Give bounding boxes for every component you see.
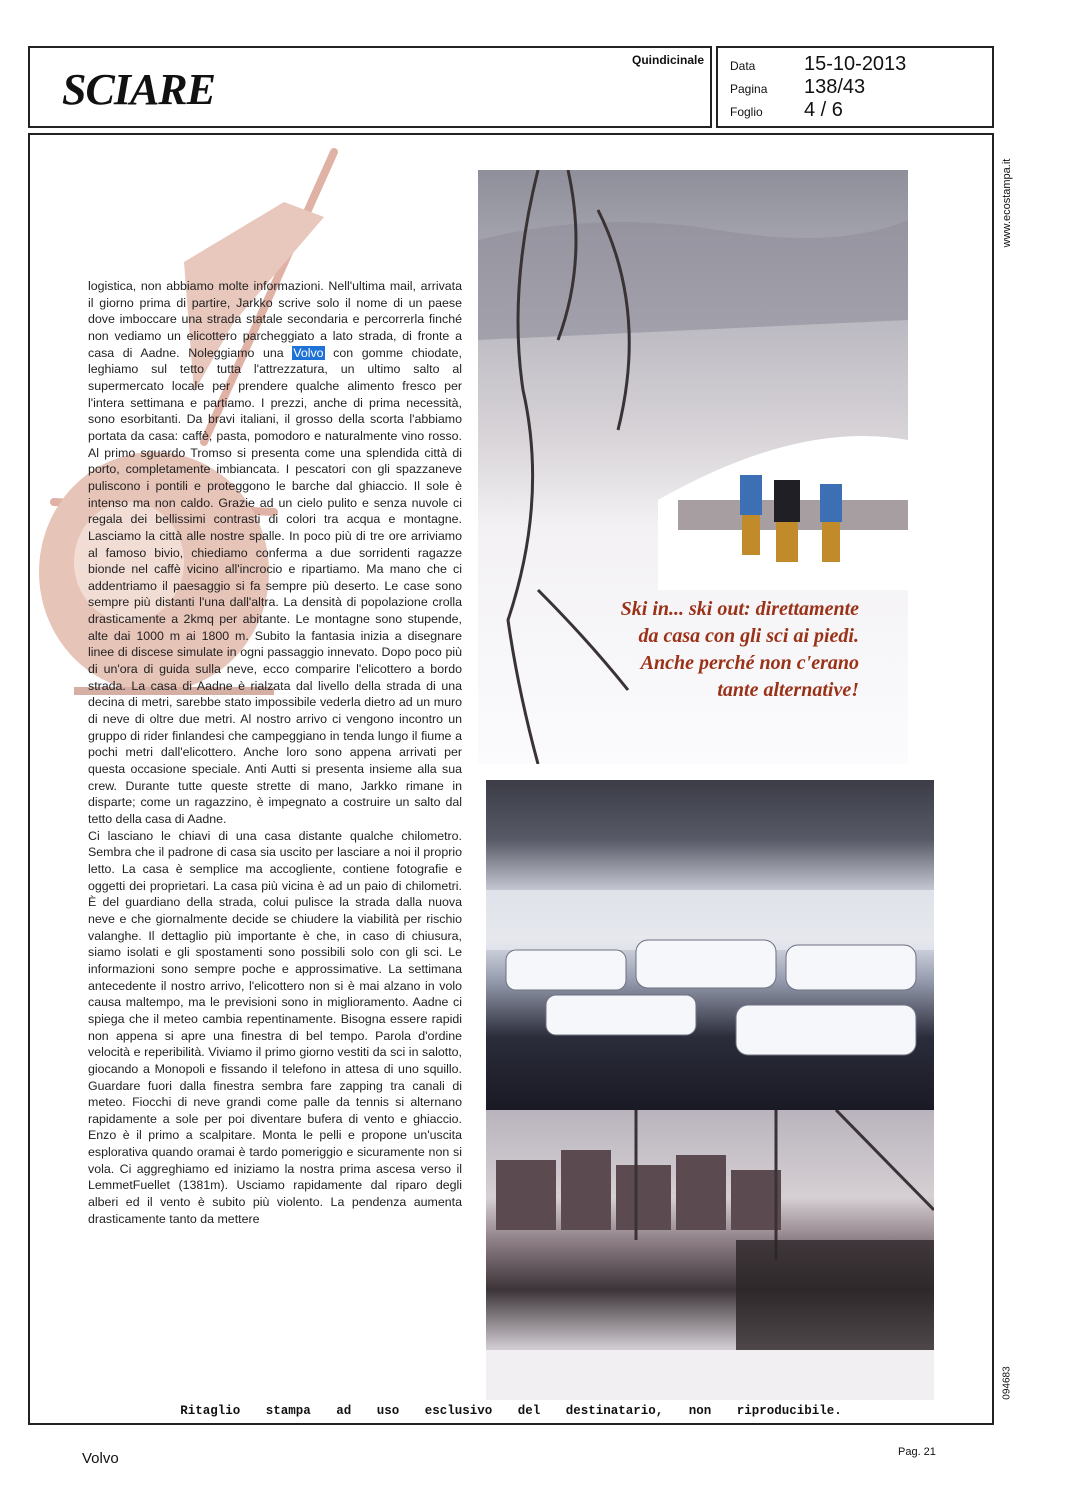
crane-shape (836, 1110, 934, 1210)
frequency-label: Quindicinale (631, 53, 704, 67)
meta-row-date (730, 53, 907, 75)
skier-figure-shape (742, 515, 760, 555)
skier-figure-shape (822, 522, 840, 562)
meta-row-sheet (730, 99, 843, 121)
photo-caption: Ski in... ski out: direttamente da casa con gli sci ai piedi. Anche perché non c'erano tante alternative! (620, 598, 859, 701)
meta-value: 4 / 6 (804, 99, 843, 121)
skier-figure-shape (740, 475, 762, 515)
website-vertical-label (1000, 148, 1014, 258)
photo-port-wharf (486, 1110, 934, 1400)
sciare-logo: SCIARE (62, 65, 215, 114)
meta-value: 15-10-2013 (804, 53, 907, 75)
metadata-box (716, 46, 994, 128)
meta-value: 138/43 (804, 76, 866, 98)
article-text: con gomme chiodate, leghiamo sul tetto tutta l'attrezzatura, un ultimo salto al supermercato locale per prendere qualche alimento fresco per l'intera settimana e partiamo. I prezzi, anche di prima necessità, sono esorbitanti. Da bravi italiani, il grosso della scorta l'abbiamo portata da casa: caffè, pasta, pomodoro e naturalmente vino rosso. Al primo sguardo Tromso si presenta come una splendida città di porto, completamente imbiancata. I pescatori con gli spazzaneve puliscono i pontili e proteggono le barche dal ghiaccio. Il sole è intenso ma non caldo. Grazie ad un cielo pulito e senza nuvole ci regala dei bellissimi contrasti di colori tra acqua e montagne. Lasciamo la città alle nostre spalle. In poco più di tre ore arriviamo al famoso bivio, chiediamo conferma a due sorridenti ragazze bionde nel caffè vicino all'incrocio e ripartiamo. Ma mano che ci addentriamo il paesaggio si fa sempre più deserto. Le case sono sempre più distanti l'una dall'altra. La densità di popolazione crolla drasticamente a 2kmq per abitante. Le montagne sono stupende, alte dai 1000 m ai 1800 m. Subito la fantasia inizia a disegnare linee di discese simulate in ogni passaggio innevato. Dopo poco più di un'ora di guida sulla neve, ecco comparire l'elicottero a bordo strada. La casa di Aadne è rialzata dal livello della strada di una decina di metri, sarebbe stato impossibile vederla dietro ad un muro di neve di oltre due metri. Al nostro arrivo ci vengono incontro un gruppo di rider finlandesi che campeggiano in tenda lungo il fiume a pochi metri dall'elicottero. Anche loro sono appena arrivati per questa occasione speciale. Anti Autti si presenta insieme alla sua crew. Durante tutte queste strette di mano, Jarkko rimane in disparte; come un ragazzino, è impegnato a costruire un salto dal tetto della casa di Aadne. (88, 345, 462, 826)
boat-shape (636, 940, 776, 988)
clip-code-text: 094683 (1001, 1366, 1013, 1400)
snowy-dock-shape (486, 1350, 934, 1400)
photo-harbor-boats (486, 780, 934, 1110)
boat-shape (506, 950, 626, 990)
skier-figure-shape (776, 522, 798, 562)
boat-shape (546, 995, 696, 1035)
skier-figure-shape (774, 480, 800, 522)
website-text: www.ecostampa.it (1001, 158, 1013, 248)
distant-mountain-shape (478, 220, 908, 340)
page-number: Pag. 21 (898, 1446, 936, 1458)
meta-label: Data (730, 59, 756, 73)
wharf-building-shape (616, 1165, 671, 1230)
meta-label: Pagina (730, 82, 768, 96)
highlighted-keyword: Volvo (293, 345, 324, 360)
boat-shape (736, 1005, 916, 1055)
wharf-building-shape (676, 1155, 726, 1230)
wharf-building-shape (496, 1160, 556, 1230)
article-body (88, 278, 462, 1227)
article-text: logistica, non abbiamo molte informazioni. Nell'ultima mail, arrivata il giorno prima di partire, Jarkko scrive solo il nome di un paese dove imboccare una strada statale secondaria e percorrerla finché non vediamo un elicottero parcheggiato a lato strada, di fronte a casa di Aadne. Noleggiamo una (88, 279, 462, 360)
wharf-building-shape (561, 1150, 611, 1230)
reproduction-notice: Ritaglio stampa ad uso esclusivo del destinatario, non riproducibile. (180, 1404, 842, 1418)
meta-label: Foglio (730, 105, 763, 119)
clip-code-vertical (1000, 1360, 1014, 1406)
meta-row-page (730, 76, 866, 98)
brand-label: Volvo (82, 1450, 119, 1467)
article-paragraph-1 (88, 278, 462, 828)
article-paragraph-2: Ci lasciano le chiavi di una casa distante qualche chilometro. Sembra che il padrone di casa sia uscito per lasciare a noi il proprio letto. La casa è semplice ma accogliente, contiene fotografie e oggetti dei proprietari. La casa più vicina è ad un paio di chilometri. È del guardiano della strada, colui pulisce la strada dalla nuova neve e che giornalmente decide se chiudere la viabilità per rischio valanghe. Il dettaglio più importante è che, in caso di chiusura, siamo isolati e gli spostamenti sono possibili solo con gli sci. Le informazioni sono sempre poche e approssimative. La settimana antecedente il nostro arrivo, l'elicottero non si è mai alzano in volo causa maltempo, ma le previsioni sono in miglioramento. Aadne ci spiega che il meteo cambia repentinamente. Bisogna essere rapidi non appena si apre una finestra di bel tempo. Parola d'ordine velocità e reperibilità. Viviamo il primo giorno vestiti da sci in salotto, giocando a Monopoli e fissando il telefono in attesa di uno squillo. Guardare fuori dalla finestra sembra fare zapping tra canali di meteo. Fiocchi di neve grandi come palle da tennis si alternano rapidamente a sole per poi diventare bufera di vento e ghiaccio. Enzo è il primo a scalpitare. Monta le pelli e propone un'uscita esplorativa quando oramai è tardo pomeriggio e sicuramente non si vola. Ci aggreghiamo ed iniziamo la nostra prima ascesa verso il LemmetFuellet (1381m). Usciamo rapidamente dal riparo degli alberi ed il vento è subito più violento. La pendenza aumenta drasticamente tanto da mettere (88, 828, 462, 1226)
wharf-building-shape (731, 1170, 781, 1230)
masthead-box (28, 46, 712, 128)
skier-group (740, 475, 842, 562)
boat-shape (786, 945, 916, 990)
skier-figure-shape (820, 484, 842, 522)
